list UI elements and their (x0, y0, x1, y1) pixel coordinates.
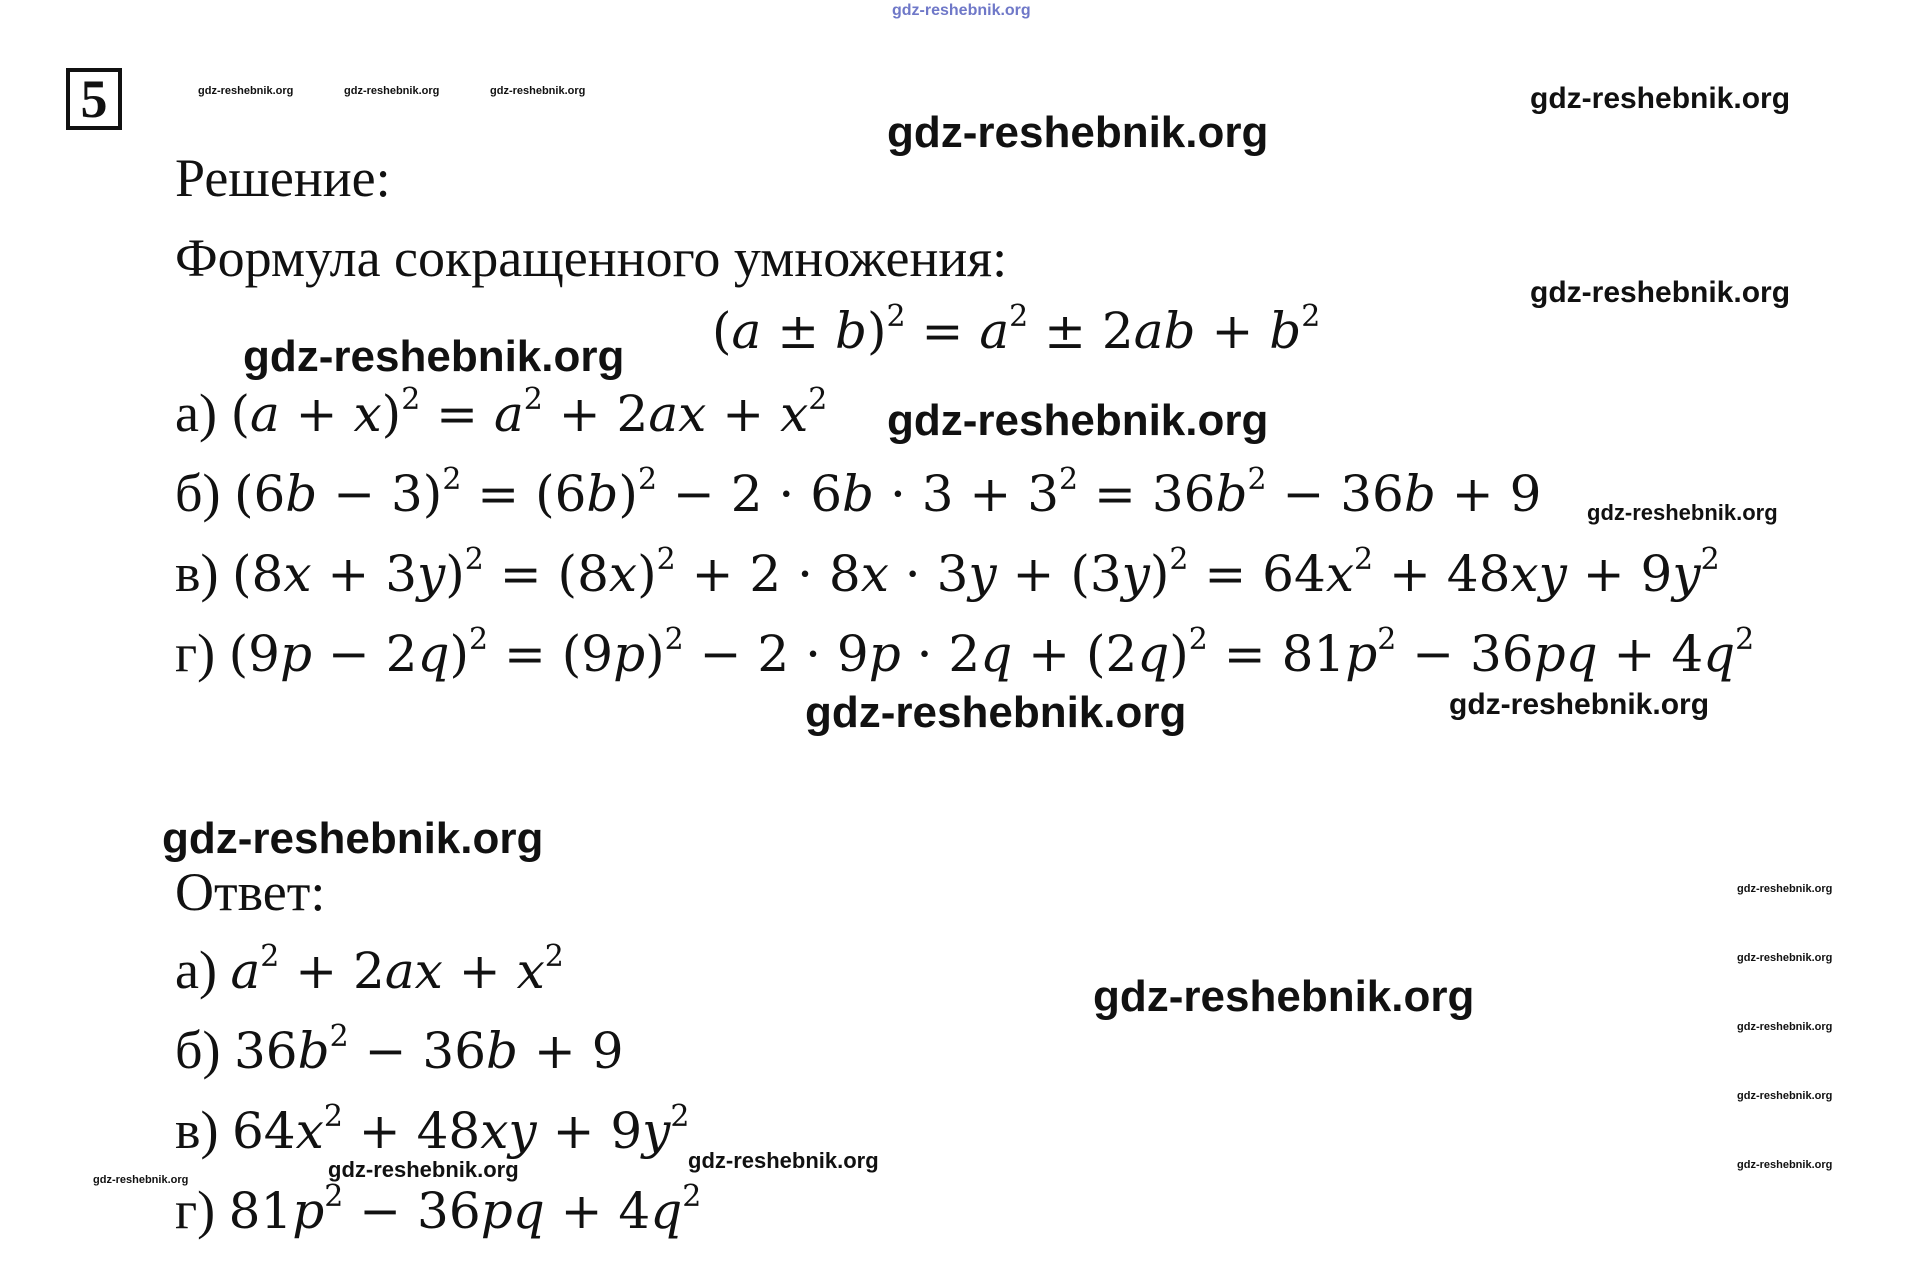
item-expression: $(6b - 3)^2 = (6b)^2 - 2 \cdot 6b \cdot 3 + 3^2 = 36b^2 - 36b + 9$ (233, 462, 1542, 523)
answer-label: в) (175, 1100, 219, 1160)
answer-expression: $a^2 + 2ax + x^2$ (230, 939, 564, 1000)
item-label: г) (175, 623, 216, 683)
watermark: gdz-reshebnik.org (93, 1174, 189, 1186)
task-number: 5 (66, 68, 122, 130)
watermark: gdz-reshebnik.org (887, 108, 1269, 157)
watermark: gdz-reshebnik.org (1093, 972, 1475, 1021)
answer-item-a (175, 940, 564, 1001)
watermark: gdz-reshebnik.org (490, 85, 586, 97)
watermark: gdz-reshebnik.org (198, 85, 294, 97)
main-formula: $(a \pm b)^2 = a^2 \pm 2ab + b^2$ (712, 299, 1321, 360)
answer-expression: $36b^2 - 36b + 9$ (233, 1019, 624, 1080)
item-label: б) (175, 463, 221, 523)
answer-label: г) (175, 1180, 216, 1240)
solution-item-b (175, 463, 1541, 524)
watermark: gdz-reshebnik.org (805, 688, 1187, 737)
watermark: gdz-reshebnik.org (1737, 1090, 1833, 1102)
watermark: gdz-reshebnik.org (1737, 883, 1833, 895)
answer-expression: $64x^2 + 48xy + 9y^2$ (231, 1099, 690, 1160)
watermark: gdz-reshebnik.org (328, 1157, 519, 1182)
item-expression: $(8x + 3y)^2 = (8x)^2 + 2 \cdot 8x \cdot 3y + (3y)^2 = 64x^2 + 48xy + 9y^2$ (231, 542, 1720, 603)
answer-label: а) (175, 940, 217, 1000)
solution-heading: Решение: (175, 148, 391, 208)
solution-item-a (175, 383, 827, 444)
solution-item-g (175, 623, 1754, 684)
watermark: gdz-reshebnik.org (1737, 1159, 1833, 1171)
watermark: gdz-reshebnik.org (887, 396, 1269, 445)
item-label: в) (175, 543, 219, 603)
solution-item-v (175, 543, 1720, 604)
watermark: gdz-reshebnik.org (1530, 276, 1791, 309)
watermark: gdz-reshebnik.org (688, 1148, 879, 1173)
answer-item-b (175, 1020, 624, 1081)
watermark: gdz-reshebnik.org (1737, 952, 1833, 964)
watermark: gdz-reshebnik.org (1530, 82, 1791, 115)
watermark: gdz-reshebnik.org (1587, 500, 1778, 525)
watermark: gdz-reshebnik.org (1449, 688, 1710, 721)
watermark: gdz-reshebnik.org (243, 332, 625, 381)
answer-item-g (175, 1180, 701, 1241)
watermark: gdz-reshebnik.org (344, 85, 440, 97)
answer-item-v (175, 1100, 690, 1161)
answer-label: б) (175, 1020, 221, 1080)
answer-expression: $81p^2 - 36pq + 4q^2$ (228, 1179, 702, 1240)
watermark: gdz-reshebnik.org (162, 814, 544, 863)
formula-label: Формула сокращенного умножения: (175, 228, 1008, 288)
watermark: gdz-reshebnik.org (892, 2, 1031, 19)
item-expression: $(a + x)^2 = a^2 + 2ax + x^2$ (230, 382, 828, 443)
watermark: gdz-reshebnik.org (1737, 1021, 1833, 1033)
answer-heading: Ответ: (175, 862, 326, 922)
item-label: а) (175, 383, 217, 443)
item-expression: $(9p - 2q)^2 = (9p)^2 - 2 \cdot 9p \cdot 2q + (2q)^2 = 81p^2 - 36pq + 4q^2$ (228, 622, 1755, 683)
